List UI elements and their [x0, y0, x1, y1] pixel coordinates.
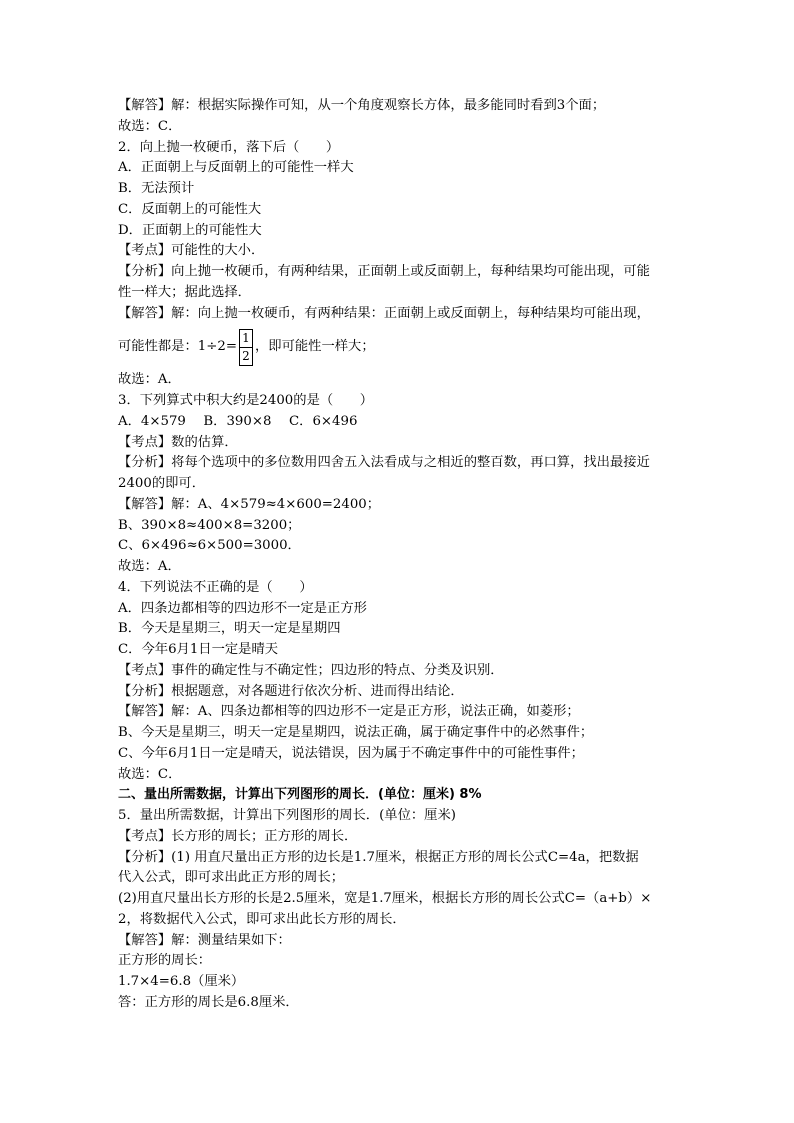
choice-line: 故选：C． — [118, 766, 182, 782]
jieda-line: B、今天是星期三，明天一定是星期四，说法正确，属于确定事件中的必然事件； — [118, 725, 594, 740]
option-c: C．今年6月1日一定是晴天 — [118, 642, 279, 657]
option-d: D．正面朝上的可能性大 — [118, 222, 262, 238]
jieda-line: B、390×8≈400×8=3200； — [118, 517, 301, 533]
choice-line: 故选：A． — [118, 559, 181, 574]
fenxi-line: 【分析】根据题意，对各题进行依次分析、进而得出结论． — [118, 683, 464, 699]
question-4: 4．下列说法不正确的是（ ） — [118, 579, 313, 595]
fraction-numerator: 1 — [239, 329, 253, 348]
fraction-line — [118, 324, 678, 370]
question-3: 3．下列算式中积大约是2400的是（ ） — [118, 393, 374, 408]
fraction-denominator: 2 — [239, 348, 253, 366]
options-line: A．4×579 B．390×8 C．6×496 — [118, 413, 358, 429]
jieda-line: 【解答】解：测量结果如下： — [118, 932, 291, 948]
fenxi-line: 【分析】将每个选项中的多位数用四舍五入法看成与之相近的整百数，再口算，找出最接近 — [118, 455, 650, 471]
question-5: 5．量出所需数据，计算出下列图形的周长．(单位：厘米) — [118, 808, 456, 823]
kaodian-line: 【考点】可能性的大小． — [118, 243, 265, 259]
option-a: A．正面朝上与反面朝上的可能性一样大 — [118, 160, 354, 176]
section-heading: 二、量出所需数据，计算出下列图形的周长．(单位：厘米) 8% — [118, 787, 482, 803]
kaodian-line: 【考点】长方形的周长；正方形的周长． — [118, 828, 358, 844]
jieda-line: C、今年6月1日一定是晴天，说法错误，因为属于不确定事件中的可能性事件； — [118, 745, 584, 761]
choice-line: 故选：A． — [118, 372, 181, 388]
kaodian-line: 【考点】事件的确定性与不确定性；四边形的特点、分类及识别． — [118, 662, 504, 678]
fenxi-line: 2400的即可． — [118, 476, 206, 491]
fenxi-line: 性一样大；据此选择． — [118, 284, 251, 300]
document-body — [118, 96, 678, 1014]
kaodian-line: 【考点】数的估算． — [118, 434, 238, 450]
choice-line: 故选：C． — [118, 118, 182, 134]
fenxi-line: 【分析】(1) 用直尺量出正方形的边长是1.7厘米，根据正方形的周长公式C=4a，把数据 — [118, 849, 639, 865]
jieda-line: 正方形的周长： — [118, 953, 212, 969]
fenxi-line: 代入公式，即可求出此正方形的周长； — [118, 870, 345, 886]
option-b: B．今天是星期三，明天一定是星期四 — [118, 621, 341, 637]
fraction-prefix: 可能性都是：1÷2= — [118, 339, 237, 355]
jieda-line: 【解答】解：A、4×579≈4×600=2400； — [118, 496, 381, 512]
fenxi-line: 【分析】向上抛一枚硬币，有两种结果，正面朝上或反面朝上，每种结果均可能出现，可能 — [118, 264, 650, 279]
answer-line: 答：正方形的周长是6.8厘米． — [118, 994, 299, 1010]
jieda-line: C、6×496≈6×500=3000． — [118, 538, 301, 554]
option-c: C．反面朝上的可能性大 — [118, 201, 262, 217]
jieda-line: 【解答】解：A、四条边都相等的四边形不一定是正方形，说法正确，如菱形； — [118, 704, 580, 720]
answer-line: 【解答】解：根据实际操作可知，从一个角度观察长方体，最多能同时看到3个面； — [118, 98, 606, 113]
option-a: A．四条边都相等的四边形不一定是正方形 — [118, 600, 367, 616]
jieda-line: 【解答】解：向上抛一枚硬币，有两种结果：正面朝上或反面朝上，每种结果均可能出现， — [118, 305, 650, 321]
fraction-suffix: ，即可能性一样大； — [254, 339, 375, 355]
fenxi-line: 2，将数据代入公式，即可求出此长方形的周长． — [118, 911, 406, 927]
jieda-line: 1.7×4=6.8（厘米） — [118, 974, 245, 989]
fraction-one-half — [239, 329, 253, 366]
option-b: B．无法预计 — [118, 181, 195, 196]
fenxi-line: (2)用直尺量出长方形的长是2.5厘米，宽是1.7厘米，根据长方形的周长公式C=（a+b）× — [118, 891, 652, 906]
question-2: 2．向上抛一枚硬币，落下后（ ） — [118, 139, 340, 155]
